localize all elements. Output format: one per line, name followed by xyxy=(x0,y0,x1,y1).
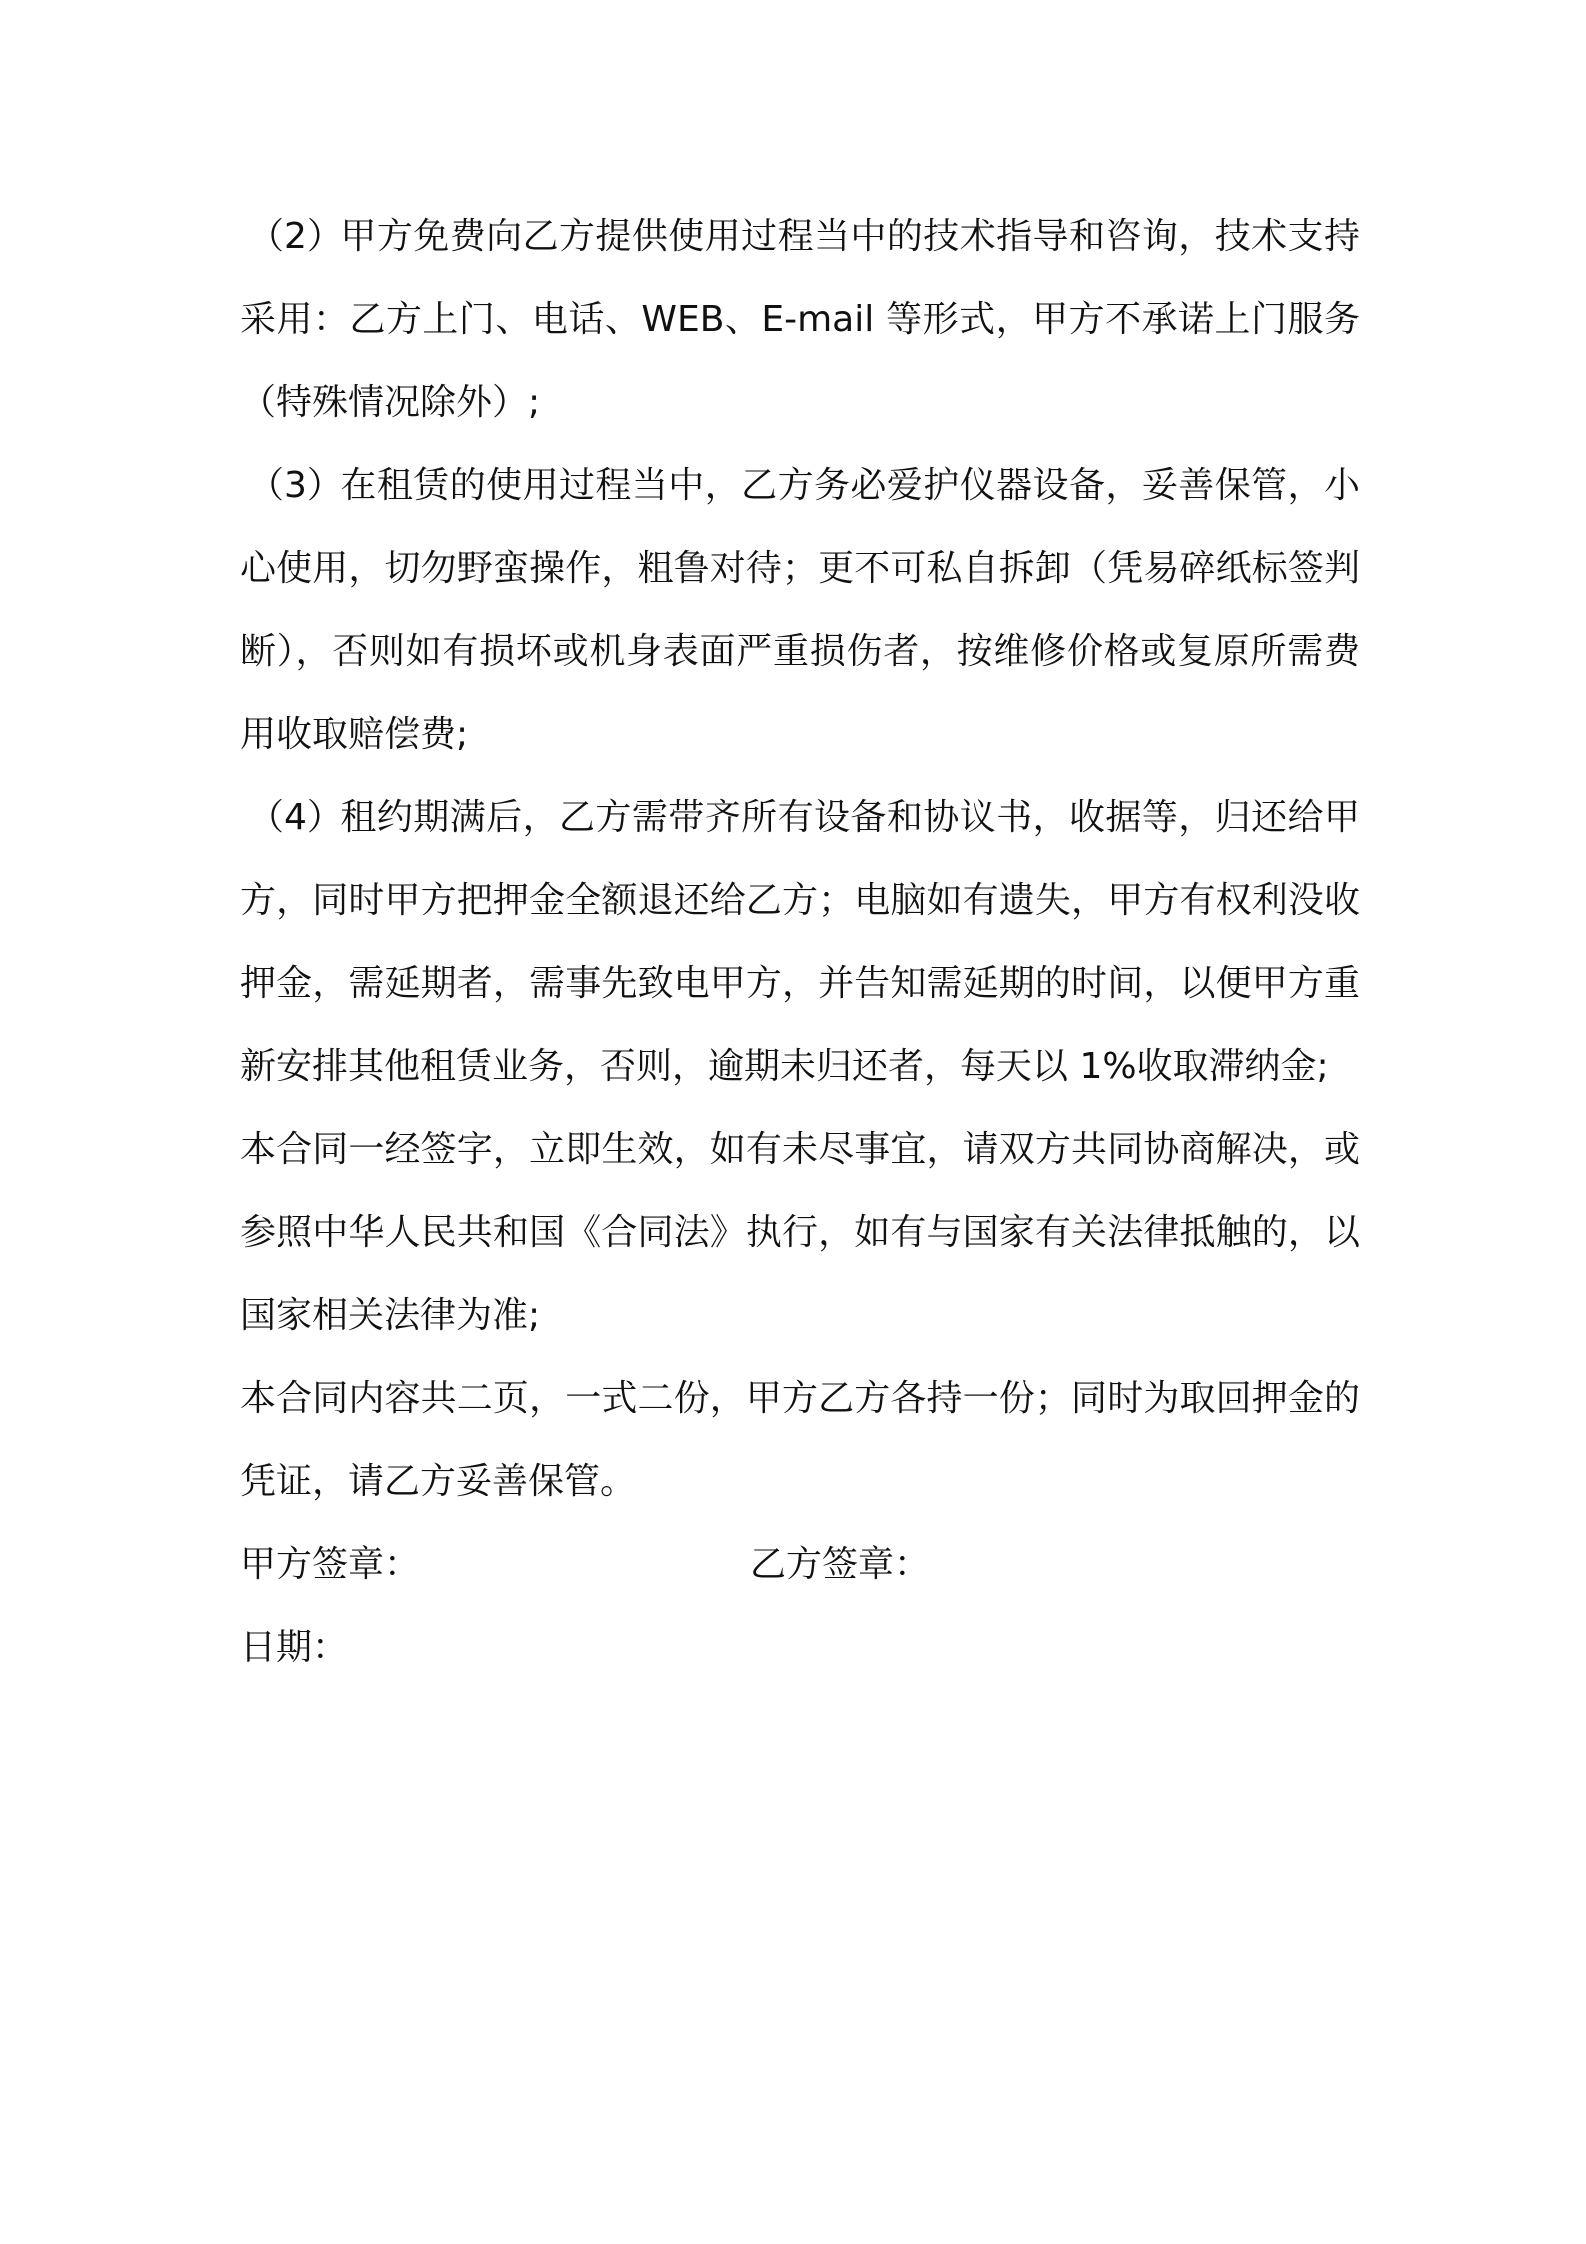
clause-effectiveness: 本合同一经签字，立即生效，如有未尽事宜，请双方共同协商解决，或参照中华人民共和国《合同法》执行，如有与国家有关法律抵触的，以国家相关法律为准; xyxy=(240,1129,1360,1336)
item-number: （2） xyxy=(248,216,343,257)
item-text: 在租赁的使用过程当中，乙方务必爱护仪器设备，妥善保管，小心使用，切勿野蛮操作，粗鲁对待；更不可私自拆卸（凭易碎纸标签判断），否则如有损坏或机身表面严重损伤者，按维修价格或复原所需费用收取赔偿费; xyxy=(240,465,1360,755)
contract-item-4 xyxy=(240,776,1360,1108)
contract-item-2 xyxy=(240,195,1360,444)
item-text: 甲方免费向乙方提供使用过程当中的技术指导和咨询，技术支持采用：乙方上门、电话、WEB、E-mail 等形式，甲方不承诺上门服务（特殊情况除外）; xyxy=(240,216,1360,423)
party-a-signature-label: 甲方签章： xyxy=(240,1544,421,1585)
contract-body xyxy=(240,195,1360,1689)
date-row xyxy=(240,1606,1360,1689)
signature-row xyxy=(240,1523,1360,1606)
item-text: 租约期满后，乙方需带齐所有设备和协议书，收据等，归还给甲方，同时甲方把押金全额退还给乙方；电脑如有遗失，甲方有权利没收押金，需延期者，需事先致电甲方，并告知需延期的时间，以便甲方重新安排其他租赁业务，否则，逾期未归还者，每天以 1%收取滞纳金; xyxy=(240,797,1360,1087)
date-label: 日期： xyxy=(240,1627,349,1668)
party-b-signature-label: 乙方签章： xyxy=(750,1544,931,1585)
item-number: （3） xyxy=(248,465,343,506)
clause-copies: 本合同内容共二页，一式二份，甲方乙方各持一份；同时为取回押金的凭证，请乙方妥善保管。 xyxy=(240,1378,1360,1502)
contract-item-3 xyxy=(240,444,1360,776)
item-number: （4） xyxy=(248,797,343,838)
